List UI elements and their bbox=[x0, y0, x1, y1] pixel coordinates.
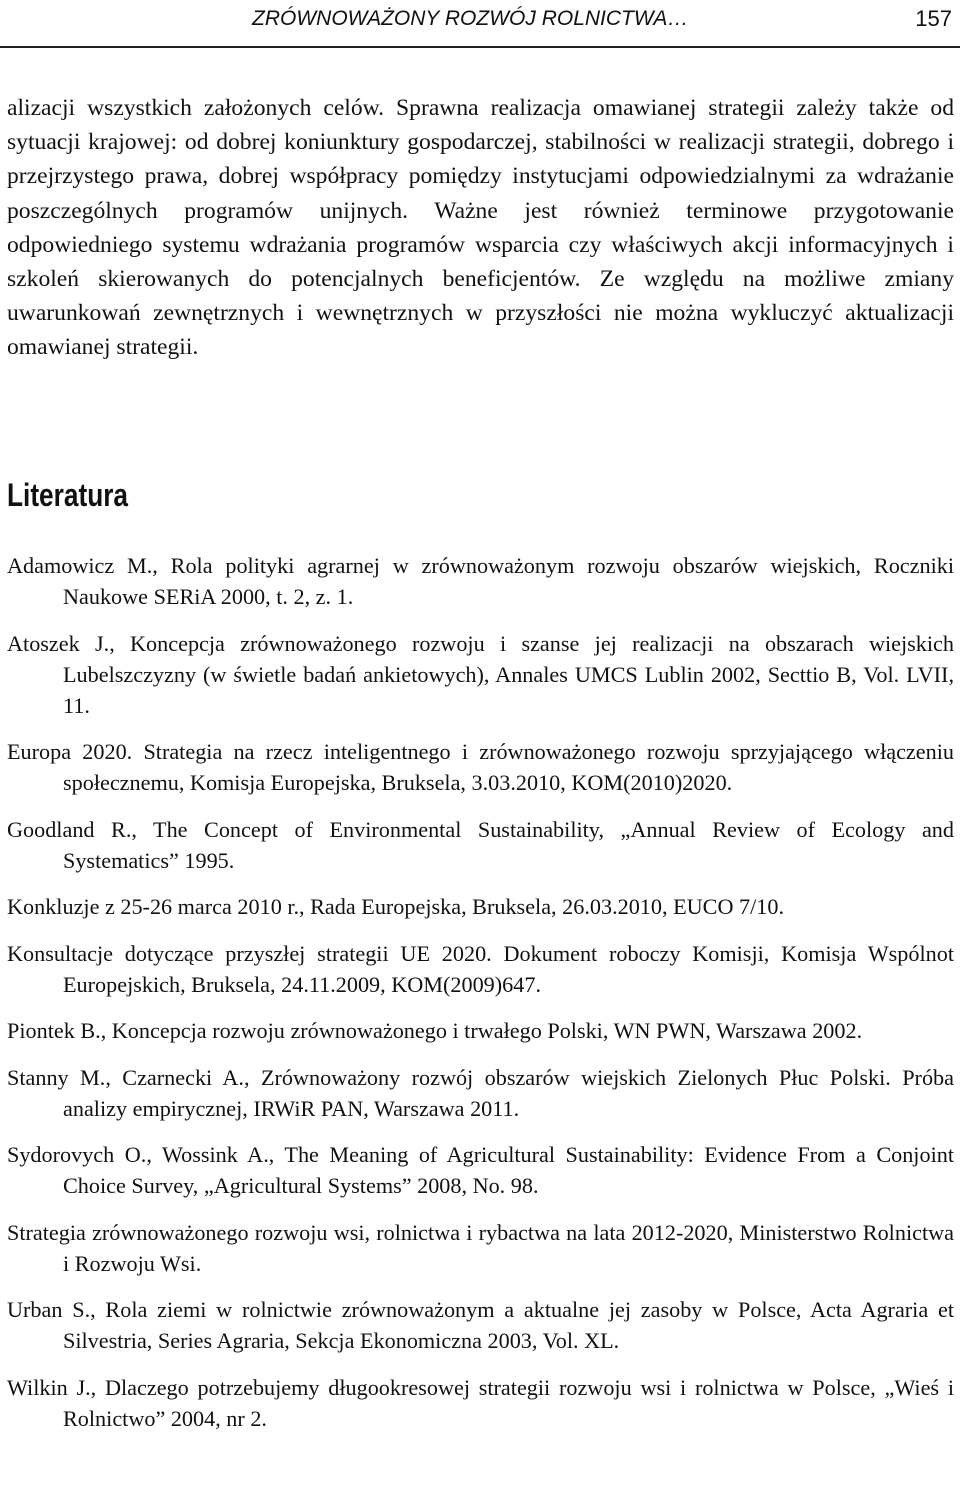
page-number: 157 bbox=[915, 6, 952, 31]
running-header bbox=[0, 0, 960, 48]
reference-item: Konsultacje dotyczące przyszłej strategii UE 2020. Dokument roboczy Komisji, Komisja Wspólnot Europejskich, Bruksela, 24.11.2009, KOM(2009)647. bbox=[7, 940, 954, 997]
running-header-title: ZRÓWNOWAŻONY ROZWÓJ ROLNICTWA… bbox=[252, 7, 689, 30]
reference-item: Stanny M., Czarnecki A., Zrównoważony rozwój obszarów wiejskich Zielonych Płuc Polski. Próba analizy empirycznej, IRWiR PAN, Warszawa 2011. bbox=[7, 1064, 954, 1121]
reference-item: Urban S., Rola ziemi w rolnictwie zrównoważonym a aktualne jej zasoby w Polsce, Acta Agraria et Silvestria, Series Agraria, Sekcja Ekonomiczna 2003, Vol. XL. bbox=[7, 1297, 954, 1353]
reference-item: Konkluzje z 25-26 marca 2010 r., Rada Europejska, Bruksela, 26.03.2010, EUCO 7/10. bbox=[7, 894, 785, 919]
literature-heading: Literatura bbox=[7, 477, 129, 513]
reference-item: Adamowicz M., Rola polityki agrarnej w zrównoważonym rozwoju obszarów wiejskich, Roczniki Naukowe SERiA 2000, t. 2, z. 1. bbox=[7, 553, 954, 609]
reference-item: Wilkin J., Dlaczego potrzebujemy długookresowej strategii rozwoju wsi i rolnictwa w Polsce, „Wieś i Rolnictwo” 2004, nr 2. bbox=[7, 1374, 954, 1431]
reference-list bbox=[7, 550, 954, 1449]
reference-item: Sydorovych O., Wossink A., The Meaning of Agricultural Sustainability: Evidence From a Conjoint Choice Survey, „Agricultural Systems” 2008, No. 98. bbox=[7, 1142, 954, 1198]
reference-item: Goodland R., The Concept of Environmental Sustainability, „Annual Review of Ecology and Systematics” 1995. bbox=[7, 816, 954, 873]
body-paragraph: alizacji wszystkich założonych celów. Sprawna realizacja omawianej strategii zależy także od sytuacji krajowej: od dobrej koniunktury gospodarczej, stabilności w realizacji strategii, dobrego i przejrzystego prawa, dobrej współpracy pomiędzy instytucjami odpowiedzialnymi za wdrażanie poszczególnych programów unijnych. Ważne jest również terminowe przygotowanie odpowiedniego systemu wdrażania programów wsparcia czy właściwych akcji informacyjnych i szkoleń skierowanych do potencjalnych beneficjentów. Ze względu na możliwe zmiany uwarunkowań zewnętrznych i wewnętrznych w przyszłości nie można wykluczyć aktualizacji omawianej strategii. bbox=[7, 95, 954, 361]
reference-item: Europa 2020. Strategia na rzecz inteligentnego i zrównoważonego rozwoju sprzyjającego włączeniu społecznemu, Komisja Europejska, Bruksela, 3.03.2010, KOM(2010)2020. bbox=[7, 739, 954, 795]
reference-item: Atoszek J., Koncepcja zrównoważonego rozwoju i szanse jej realizacji na obszarach wiejskich Lubelszczyzny (w świetle badań ankietowych), Annales UMCS Lublin 2002, Secttio B, Vol. LVII, 11. bbox=[7, 630, 954, 718]
reference-item: Piontek B., Koncepcja rozwoju zrównoważonego i trwałego Polski, WN PWN, Warszawa 2002. bbox=[7, 1018, 863, 1043]
reference-item: Strategia zrównoważonego rozwoju wsi, rolnictwa i rybactwa na lata 2012-2020, Ministerstwo Rolnictwa i Rozwoju Wsi. bbox=[7, 1219, 954, 1276]
